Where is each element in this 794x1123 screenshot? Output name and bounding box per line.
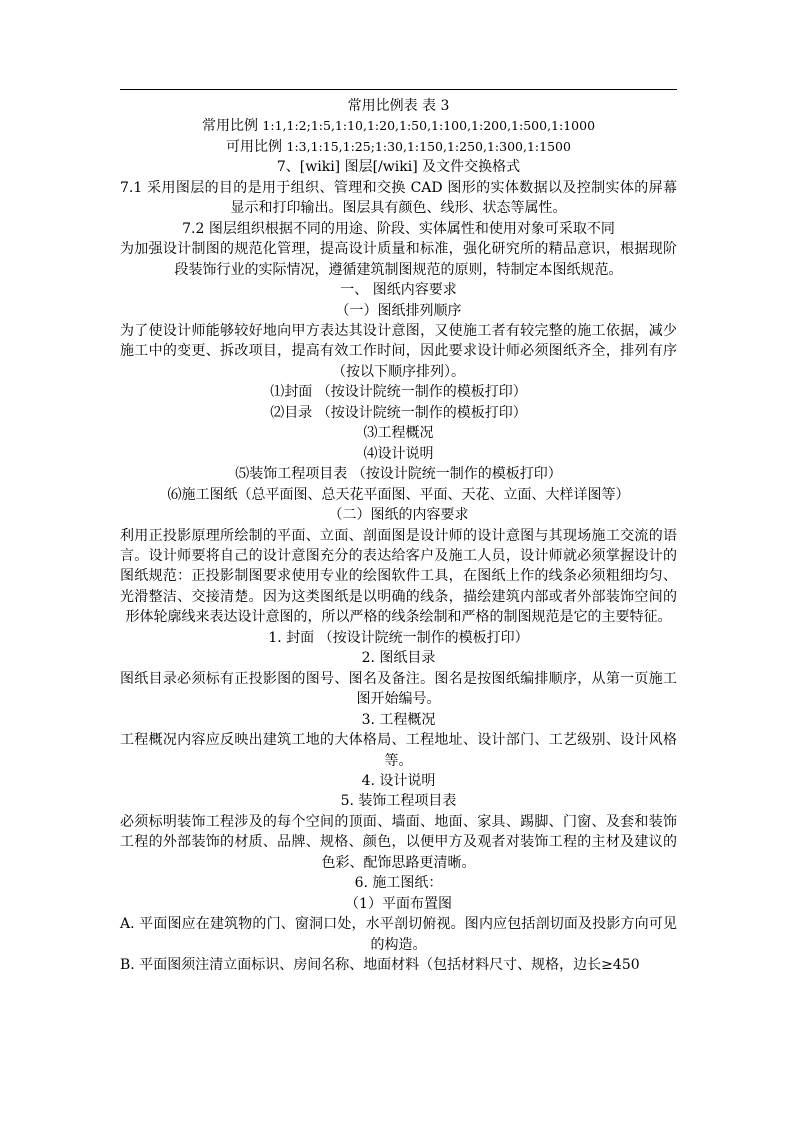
item-construction-drawings: 6. 施工图纸： (354, 875, 443, 892)
order-item: ⑷设计说明 (363, 445, 434, 462)
content-subheading: （二）图纸的内容要求 (328, 507, 469, 524)
ratio-table-title: 常用比例表 表 3 (347, 98, 450, 114)
section7-2-paragraph: 7.2 图层组织根据不同的用途、阶段、实体属性和使用对象可采取不同 (182, 220, 615, 237)
item-project-list: 5. 装饰工程项目表 (340, 793, 457, 810)
item-cover: 1. 封面 （按设计院统一制作的模板打印） (268, 629, 529, 646)
item-floor-plan: （1）平面布置图 (345, 895, 452, 912)
order-item: ⑶工程概况 (363, 425, 434, 442)
order-subheading: （一）图纸排列顺序 (335, 302, 462, 319)
common-ratio-row (120, 116, 677, 136)
common-ratio-values: 1:1,1:2;1:5,1:10,1:20,1:50,1:100,1:200,1:500,1:1000 (262, 118, 596, 134)
order-item: ⑴封面 （按设计院统一制作的模板打印） (270, 384, 527, 401)
optional-ratio-row (120, 137, 677, 157)
intro-paragraph: 为加强设计制图的规范化管理，提高设计质量和标准，强化研究所的精品意识，根据现阶段装饰行业的实际情况，遵循建筑制图规范的原则，特制定本图纸规范。 (120, 241, 677, 278)
optional-ratio-label: 可用比例 (226, 138, 283, 155)
item-drawing-list-text: 图纸目录必须标有正投影图的图号、图名及备注。图名是按图纸编排顺序，从第一页施工图开始编号。 (120, 670, 677, 708)
order-item: ⑵目录 （按设计院统一制作的模板打印） (270, 404, 527, 421)
item-project-overview-text: 工程概况内容应反映出建筑工地的大体格局、工程地址、设计部门、工艺级别、设计风格等。 (120, 732, 677, 769)
document-body (120, 96, 677, 975)
header-rule (120, 89, 677, 90)
order-item: ⑹施工图纸（总平面图、总天花平面图、平面、天花、立面、大样详图等） (167, 486, 630, 503)
part1-heading: 一、 图纸内容要求 (340, 282, 457, 299)
item-project-list-text: 必须标明装饰工程涉及的每个空间的顶面、墙面、地面、家具、踢脚、门窗、及套和装饰工程的外部装饰的材质、品牌、规格、颜色，以便甲方及观者对装饰工程的主材及建议的色彩、配饰思路更清晰。 (120, 813, 677, 871)
item-b-paragraph: B. 平面图须注清立面标识、房间名称、地面材料（包括材料尺寸、规格，边长≥450 (120, 957, 640, 974)
item-project-overview: 3. 工程概况 (361, 711, 436, 728)
order-paragraph: 为了使设计师能够较好地向甲方表达其设计意图，又使施工者有较完整的施工依据，减少施工中的变更、拆改项目，提高有效工作时间，因此要求设计师必须图纸齐全，排列有序（按以下顺序排列）。 (120, 322, 677, 380)
common-ratio-label: 常用比例 (201, 118, 258, 135)
order-item: ⑸装饰工程项目表 （按设计院统一制作的模板打印） (235, 466, 562, 483)
section7-1-paragraph: 7.1 采用图层的目的是用于组织、管理和交换 CAD 图形的实体数据以及控制实体的屏幕显示和打印输出。图层具有颜色、线形、状态等属性。 (120, 179, 677, 217)
item-design-notes: 4. 设计说明 (361, 772, 436, 789)
optional-ratio-values: 1:3,1:15,1:25;1:30,1:150,1:250,1:300,1:1500 (286, 138, 571, 154)
item-drawing-list: 2. 图纸目录 (361, 650, 436, 667)
section7-heading: 7、[wiki] 图层[/wiki] 及文件交换格式 (276, 159, 521, 176)
item-a-paragraph: A. 平面图应在建筑物的门、窗洞口处，水平剖切俯视。图内应包括剖切面及投影方向可见的构造。 (120, 916, 677, 953)
content-paragraph: 利用正投影原理所绘制的平面、立面、剖面图是设计师的设计意图与其现场施工交流的语言。设计师要将自己的设计意图充分的表达给客户及施工人员，设计师就必须掌握设计的图纸规范：正投影制图要求使用专业的绘图软件工具，在图纸上作的线条必须粗细均匀、光滑整洁、交接清楚。因为这类图纸是以明确的线条，描绘建筑内部或者外部装饰空间的形体轮廓线来表达设计意图的，所以严格的线条绘制和严格的制图规范是它的主要特征。 (120, 527, 677, 626)
